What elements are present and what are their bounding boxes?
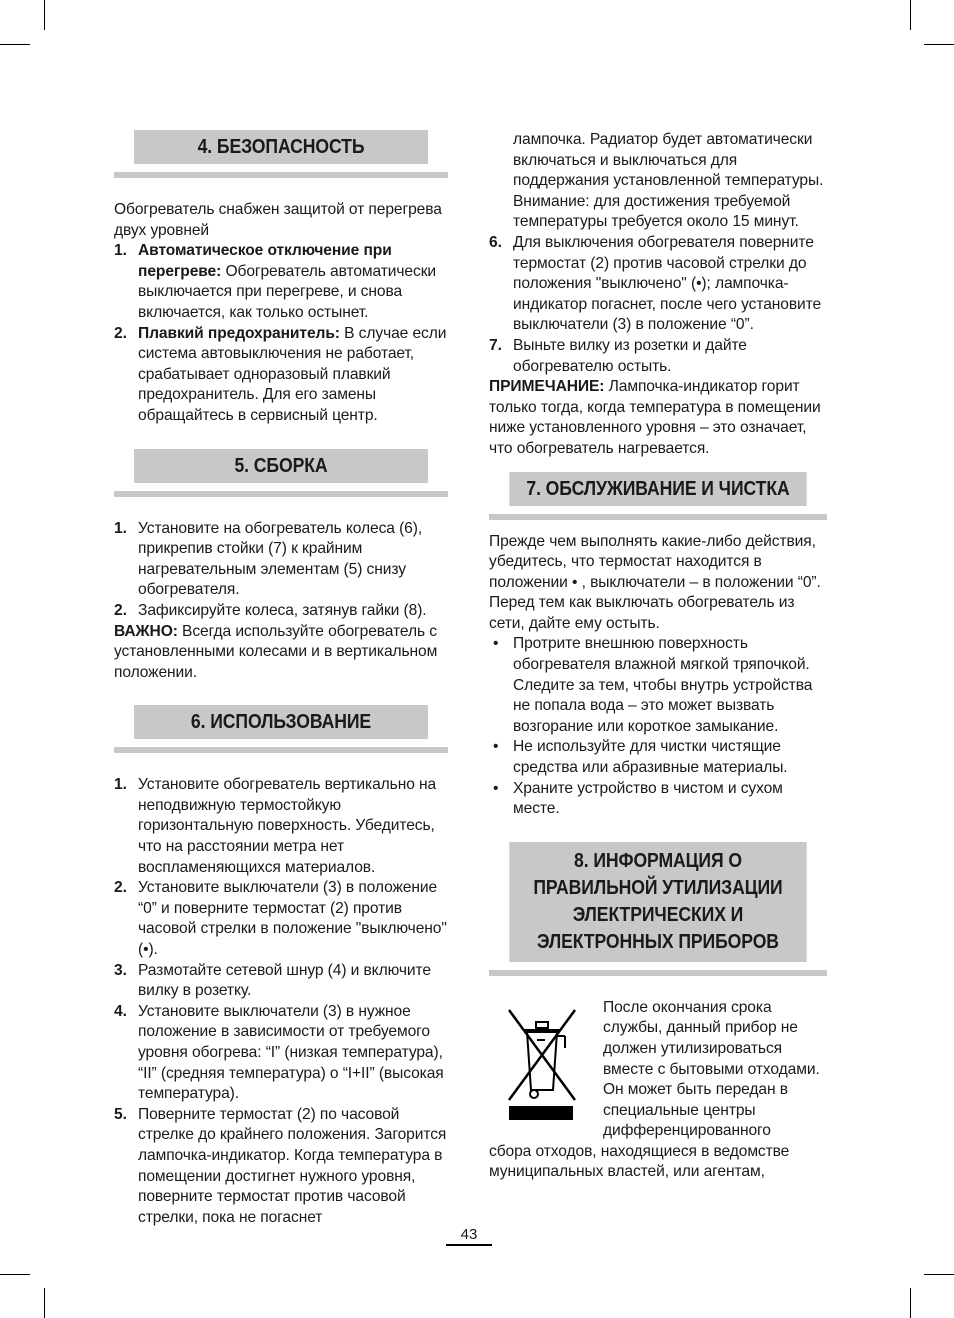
section-heading: 4. БЕЗОПАСНОСТЬ bbox=[134, 130, 428, 164]
crop-mark bbox=[44, 1288, 45, 1318]
right-column bbox=[489, 130, 827, 1181]
section-heading: 5. СБОРКА bbox=[134, 449, 428, 483]
list-item: 1. Автоматическое отключение при перегреве: Обогреватель автоматически выключается при перегреве, и снова включается, как только остынет. bbox=[114, 242, 437, 321]
section-heading: 6. ИСПОЛЬЗОВАНИЕ bbox=[134, 705, 428, 739]
list-item: • Храните устройство в чистом и сухом месте. bbox=[493, 779, 783, 818]
crop-mark bbox=[44, 0, 45, 30]
item-label: Автоматическое отключение при перегреве: bbox=[138, 242, 392, 280]
section-intro: Обогреватель снабжен защитой от перегрева двух уровней bbox=[114, 201, 442, 239]
bullet-icon: • bbox=[493, 779, 499, 797]
page-number-underline bbox=[446, 1244, 492, 1246]
section-safety bbox=[114, 130, 448, 427]
list-item: 3. Размотайте сетевой шнур (4) и включите вилку в розетку. bbox=[114, 961, 431, 1000]
left-column bbox=[114, 130, 448, 1228]
usage-note: ПРИМЕЧАНИЕ: Лампочка-индикатор горит только тогда, когда температура в помещении ниже установленного уровня – это означает, что обогреватель нагревается. bbox=[489, 378, 821, 457]
section-maintenance bbox=[489, 472, 827, 820]
usage-list-continued bbox=[489, 130, 827, 377]
list-item-continued: лампочка. Радиатор будет автоматически включаться и выключаться для поддержания установленной температуры. Внимание: для достижения требуемой температуры требуется около 15 минут. bbox=[513, 131, 824, 231]
list-item: 7. Выньте вилку из розетки и дайте обогревателю остыть. bbox=[489, 336, 747, 375]
section-heading: 7. ОБСЛУЖИВАНИЕ И ЧИСТКА bbox=[509, 472, 806, 506]
list-item: 6. Для выключения обогревателя поверните термостат (2) против часовой стрелки до положения "выключено" (•); лампочка-индикатор погаснет, после чего установите выключатели (3) в положение “0”. bbox=[489, 233, 822, 334]
usage-list bbox=[114, 775, 448, 1228]
crop-mark bbox=[0, 1274, 30, 1275]
disposal-text: После окончания срока службы, данный прибор не должен утилизироваться вместе с бытовыми отходами. Он может быть передан в специальные центры дифференцированного bbox=[603, 998, 820, 1140]
bullet-icon: • bbox=[493, 635, 499, 653]
crop-mark bbox=[910, 1288, 911, 1318]
section-heading: 8. ИНФОРМАЦИЯ О ПРАВИЛЬНОЙ УТИЛИЗАЦИИ ЭЛЕКТРИЧЕСКИХ И ЭЛЕКТРОННЫХ ПРИБОРОВ bbox=[509, 842, 806, 962]
section-intro: Прежде чем выполнять какие-либо действия, убедитесь, что термостат находится в положении • , выключатели – в положении “0”. Перед тем как выключать обогреватель из сети, дайте ему остыть. bbox=[489, 532, 821, 632]
list-item: 5. Поверните термостат (2) по часовой стрелке до крайнего положения. Загорится лампочка-индикатор. Когда температура в помещении достигнет нужного уровня, поверните термостат против часовой стрелки, пока не погаснет bbox=[114, 1105, 447, 1226]
crop-mark bbox=[0, 44, 30, 45]
item-label: Плавкий предохранитель: bbox=[138, 324, 340, 342]
crop-mark bbox=[910, 0, 911, 30]
assembly-list bbox=[114, 519, 448, 622]
bullet-icon: • bbox=[493, 738, 499, 756]
list-item: 4. Установите выключатели (3) в нужное положение в зависимости от требуемого уровня обогрева: “I” (низкая температура), “II” (средняя температура) о “I+II” (высокая температура). bbox=[114, 1002, 444, 1103]
disposal-block bbox=[489, 998, 827, 1181]
maintenance-list bbox=[489, 634, 827, 819]
page-number: 43 bbox=[460, 1226, 478, 1243]
list-item: 2. Установите выключатели (3) в положение “0” и поверните термостат (2) против часовой стрелки в положение "выключено" (•). bbox=[114, 879, 447, 959]
list-item: • Не используйте для чистки чистящие средства или абразивные материалы. bbox=[493, 738, 788, 777]
section-usage bbox=[114, 705, 448, 1228]
section-assembly bbox=[114, 449, 448, 684]
crossed-out-wheelie-bin-icon bbox=[507, 1008, 577, 1120]
list-item: 1. Установите обогреватель вертикально на неподвижную термостойкую горизонтальную поверхность. Убедитесь, что на расстоянии метра нет воспламеняющихся материалов. bbox=[114, 776, 437, 876]
safety-list bbox=[114, 241, 448, 426]
list-item: • Протрите внешнюю поверхность обогревателя влажной мягкой тряпочкой. Следите за тем, чтобы внутрь устройства не попала вода – это может вызвать возгорание или короткое замыкание. bbox=[493, 635, 813, 735]
important-note: ВАЖНО: Всегда используйте обогреватель с установленными колесами и в вертикальном положении. bbox=[114, 622, 438, 681]
list-item: 1. Установите на обогреватель колеса (6), прикрепив стойки (7) к крайним нагревательным элементам (5) снизу обогревателя. bbox=[114, 519, 423, 599]
list-item: 2. Плавкий предохранитель: В случае если система автовыключения не работает, срабатывает одноразовый плавкий предохранитель. Для его замены обращайтесь в сервисный центр. bbox=[114, 324, 447, 424]
crop-mark bbox=[924, 1274, 954, 1275]
list-item: 2. Зафиксируйте колеса, затянув гайки (8). bbox=[114, 601, 427, 619]
section-disposal bbox=[489, 842, 827, 1181]
disposal-text-continued: сбора отходов, находящиеся в ведомстве муниципальных властей, или агентам, bbox=[489, 1142, 790, 1181]
crop-mark bbox=[924, 44, 954, 45]
